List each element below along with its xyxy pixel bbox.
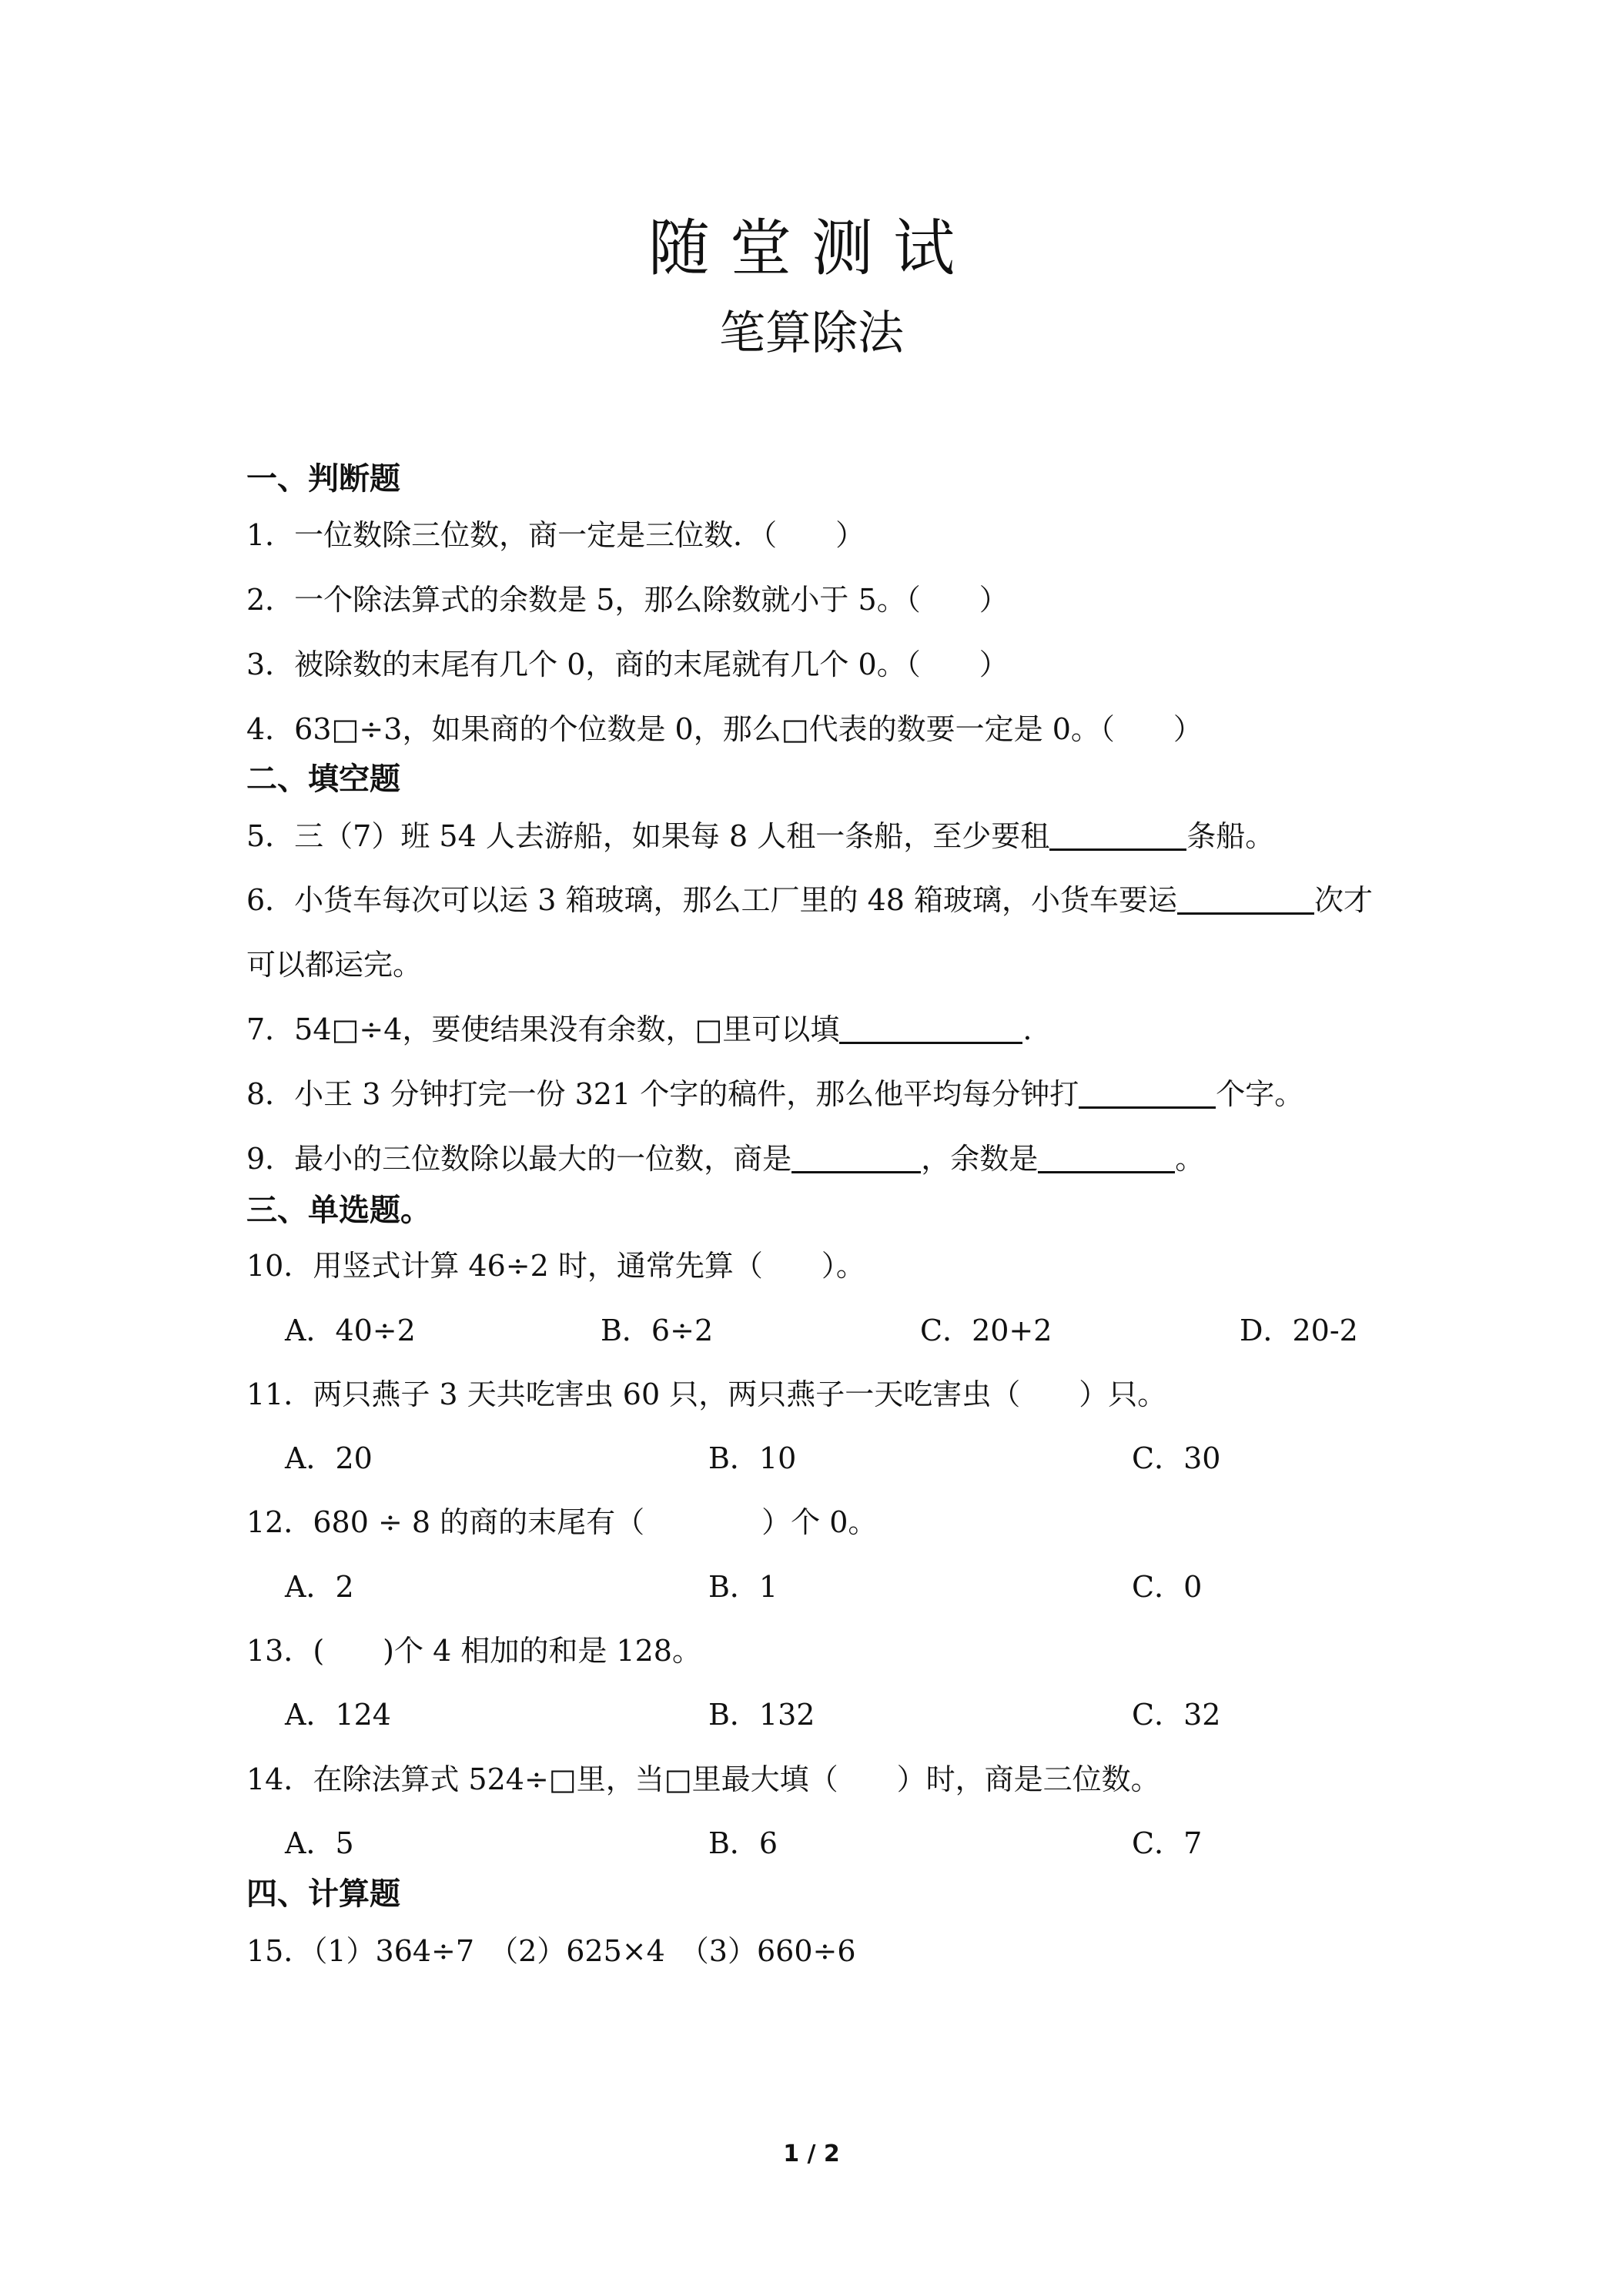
option-b[interactable]: B．10 <box>708 1441 797 1475</box>
option-d[interactable]: D．20-2 <box>1240 1314 1358 1347</box>
question-5 <box>246 812 1274 855</box>
question-6-text: 6．小货车每次可以运 3 箱玻璃，那么工厂里的 48 箱玻璃，小货车要运 <box>246 883 1178 917</box>
section-single-choice: 三、单选题。 <box>246 1193 431 1228</box>
section-calculation: 四、计算题 <box>246 1876 400 1912</box>
question-4: 4．63□÷3，如果商的个位数是 0，那么□代表的数要一定是 0。（ ） <box>246 712 1203 746</box>
question-9-mid: ，余数是 <box>921 1142 1039 1176</box>
question-8-suffix: 个字。 <box>1216 1077 1304 1111</box>
question-3: 3．被除数的末尾有几个 0，商的末尾就有几个 0。（ ） <box>246 648 1009 681</box>
question-7 <box>246 1006 1032 1048</box>
answer-blank[interactable] <box>1079 1076 1216 1109</box>
question-15: 15．（1）364÷7 （2）625×4 （3）660÷6 <box>246 1934 856 1968</box>
question-9-suffix: 。 <box>1175 1142 1205 1176</box>
answer-blank[interactable] <box>1177 882 1314 915</box>
question-11: 11．两只燕子 3 天共吃害虫 60 只，两只燕子一天吃害虫（ ）只。 <box>246 1377 1167 1411</box>
option-b[interactable]: B．6 <box>708 1826 778 1860</box>
option-c[interactable]: C．0 <box>1132 1570 1203 1604</box>
answer-blank[interactable] <box>1038 1140 1175 1173</box>
question-6-suffix: 次才 <box>1314 883 1374 917</box>
option-a[interactable]: A．40÷2 <box>285 1314 416 1347</box>
question-2: 2．一个除法算式的余数是 5，那么除数就小于 5。（ ） <box>246 583 1009 617</box>
question-9 <box>246 1135 1204 1177</box>
option-c[interactable]: C．32 <box>1132 1698 1221 1732</box>
option-a[interactable]: A．124 <box>285 1698 391 1732</box>
section-fill-in: 二、填空题 <box>246 761 400 797</box>
option-b[interactable]: B．1 <box>708 1570 778 1604</box>
option-c[interactable]: C．7 <box>1132 1826 1203 1860</box>
section-true-false: 一、判断题 <box>246 461 400 497</box>
question-1: 1．一位数除三位数，商一定是三位数．（ ） <box>246 518 865 552</box>
question-10: 10．用竖式计算 46÷2 时，通常先算（ ）。 <box>246 1249 865 1283</box>
option-b[interactable]: B．6÷2 <box>601 1314 714 1347</box>
question-9-text: 9．最小的三位数除以最大的一位数，商是 <box>246 1142 792 1176</box>
question-13: 13．( )个 4 相加的和是 128。 <box>246 1634 701 1668</box>
answer-blank[interactable] <box>1049 818 1186 851</box>
page-title: 随堂测试 <box>648 213 975 284</box>
question-8-text: 8．小王 3 分钟打完一份 321 个字的稿件，那么他平均每分钟打 <box>246 1077 1079 1111</box>
answer-blank[interactable] <box>839 1011 1022 1044</box>
question-6-continuation: 可以都运完。 <box>246 948 423 982</box>
option-c[interactable]: C．30 <box>1132 1441 1221 1475</box>
option-a[interactable]: A．20 <box>285 1441 373 1475</box>
option-c[interactable]: C．20+2 <box>920 1314 1052 1347</box>
option-b[interactable]: B．132 <box>708 1698 815 1732</box>
question-14: 14．在除法算式 524÷□里，当□里最大填（ ）时，商是三位数。 <box>246 1762 1160 1796</box>
question-8 <box>246 1070 1303 1113</box>
page-number: 1 / 2 <box>783 2140 840 2167</box>
option-a[interactable]: A．2 <box>285 1570 354 1604</box>
page-subtitle: 笔算除法 <box>719 306 904 360</box>
question-5-text: 5．三（7）班 54 人去游船，如果每 8 人租一条船，至少要租 <box>246 819 1050 853</box>
answer-blank[interactable] <box>791 1140 921 1173</box>
question-7-suffix: . <box>1022 1012 1032 1046</box>
option-a[interactable]: A．5 <box>285 1826 354 1860</box>
question-12: 12．680 ÷ 8 的商的末尾有（ ）个 0。 <box>246 1505 878 1539</box>
question-7-text: 7．54□÷4，要使结果没有余数，□里可以填 <box>246 1012 840 1046</box>
question-6 <box>246 876 1373 919</box>
question-5-suffix: 条船。 <box>1186 819 1275 853</box>
